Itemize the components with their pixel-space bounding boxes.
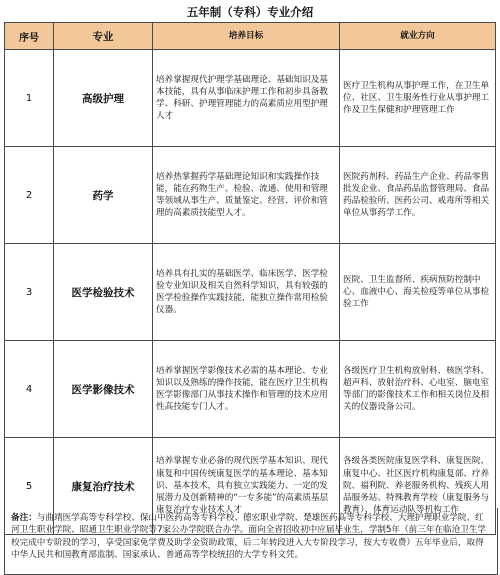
row-goal: 培养掌握现代护理学基础理论、基础知识及基本技能，具有从事临床护理工作和初步具备教学、科研、护理管理能力的高素质应用型护理人才 <box>153 50 340 147</box>
note-text: 与曲靖医学高等专科学校、保山中医药高等专科学校、德宏职业学院、楚雄医药高等专科学校、大理护理职业学院、红河卫生职业学院、昭通卫生职业学院等7家公办学院联合办学。面向全省招收初中应届毕业生，学制5年（前三年在临沧卫生学校完成中专阶段的学习，享受国家免学费及助学金资助政策，后二年转段进入大专阶段学习，按大专收费）五年毕业后，取得中华人民共和国教育部监制、国家承认、普通高等学校统招的大学专科文凭。 <box>11 513 487 561</box>
page-title: 五年制（专科）专业介绍 <box>186 5 314 19</box>
row-goal: 培养掌握专业必备的现代医学基本知识、现代康复和中国传统康复医学的基本理论、基本知识、基本技术，具有独立实践能力、一定的发展潜力及创新精神的“一专多能”的高素质基层康复治疗专业技术人才 <box>153 438 340 535</box>
major-table <box>4 22 496 535</box>
table-header-row <box>5 23 496 50</box>
header-direction: 就业方向 <box>340 23 496 50</box>
table-row <box>5 244 496 341</box>
row-no: 3 <box>5 244 54 341</box>
row-major: 高级护理 <box>54 50 153 147</box>
table-row <box>5 147 496 244</box>
header-goal: 培养目标 <box>153 23 340 50</box>
row-direction: 各级各类医院康复医学科、康复医院、康复中心、社区医疗机构康复部、疗养院、福利院、养老服务机构、残疾人用品服务站、特殊教育学校（康复服务与教育）、体育运动队等机构工作 <box>340 438 496 535</box>
row-direction: 各级医疗卫生机构放射科、核医学科、超声科、放射治疗科、心电室、脑电室等部门的影像技术工作和相关岗位及相关的仪器设备公司。 <box>340 341 496 438</box>
row-no: 5 <box>5 438 54 535</box>
row-major: 医学影像技术 <box>54 341 153 438</box>
row-no: 4 <box>5 341 54 438</box>
header-no: 序号 <box>5 23 54 50</box>
row-direction: 医院、卫生监督所、疾病预防控制中心、血液中心、海关检疫等单位从事检验工作 <box>340 244 496 341</box>
row-no: 2 <box>5 147 54 244</box>
table-row <box>5 341 496 438</box>
row-major: 康复治疗技术 <box>54 438 153 535</box>
row-no: 1 <box>5 50 54 147</box>
row-goal: 培养掌握医学影像技术必需的基本理论、专业知识以及熟练的操作技能，能在医疗卫生机构医学影像部门从事技术操作和管理的技术应用性高技能专门人才。 <box>153 341 340 438</box>
row-goal: 培养热掌握药学基础理论知识和实践操作技能，能在药物生产、检验、流通、使用和管理等领域从事生产、质量鉴定、经营、评价和管理的高素质技能型人才。 <box>153 147 340 244</box>
note-box <box>4 508 498 575</box>
row-goal: 培养具有扎实的基础医学、临床医学、医学检验专业知识及相关自然科学知识，具有较强的医学检验操作实践技能，能独立操作常用检验仪器。 <box>153 244 340 341</box>
header-major: 专业 <box>54 23 153 50</box>
row-major: 药学 <box>54 147 153 244</box>
row-direction: 医院药剂科、药品生产企业、药品零售批发企业、食品药品监督管理局、食品药品检验所、医药公司、戒毒所等相关单位从事药学工作。 <box>340 147 496 244</box>
table-row <box>5 50 496 147</box>
row-major: 医学检验技术 <box>54 244 153 341</box>
note-label: 备注： <box>11 513 37 523</box>
row-direction: 医疗卫生机构从事护理工作，在卫生单位、社区、卫生服务性行业从事护理工作及卫生保健和护理管理工作 <box>340 50 496 147</box>
